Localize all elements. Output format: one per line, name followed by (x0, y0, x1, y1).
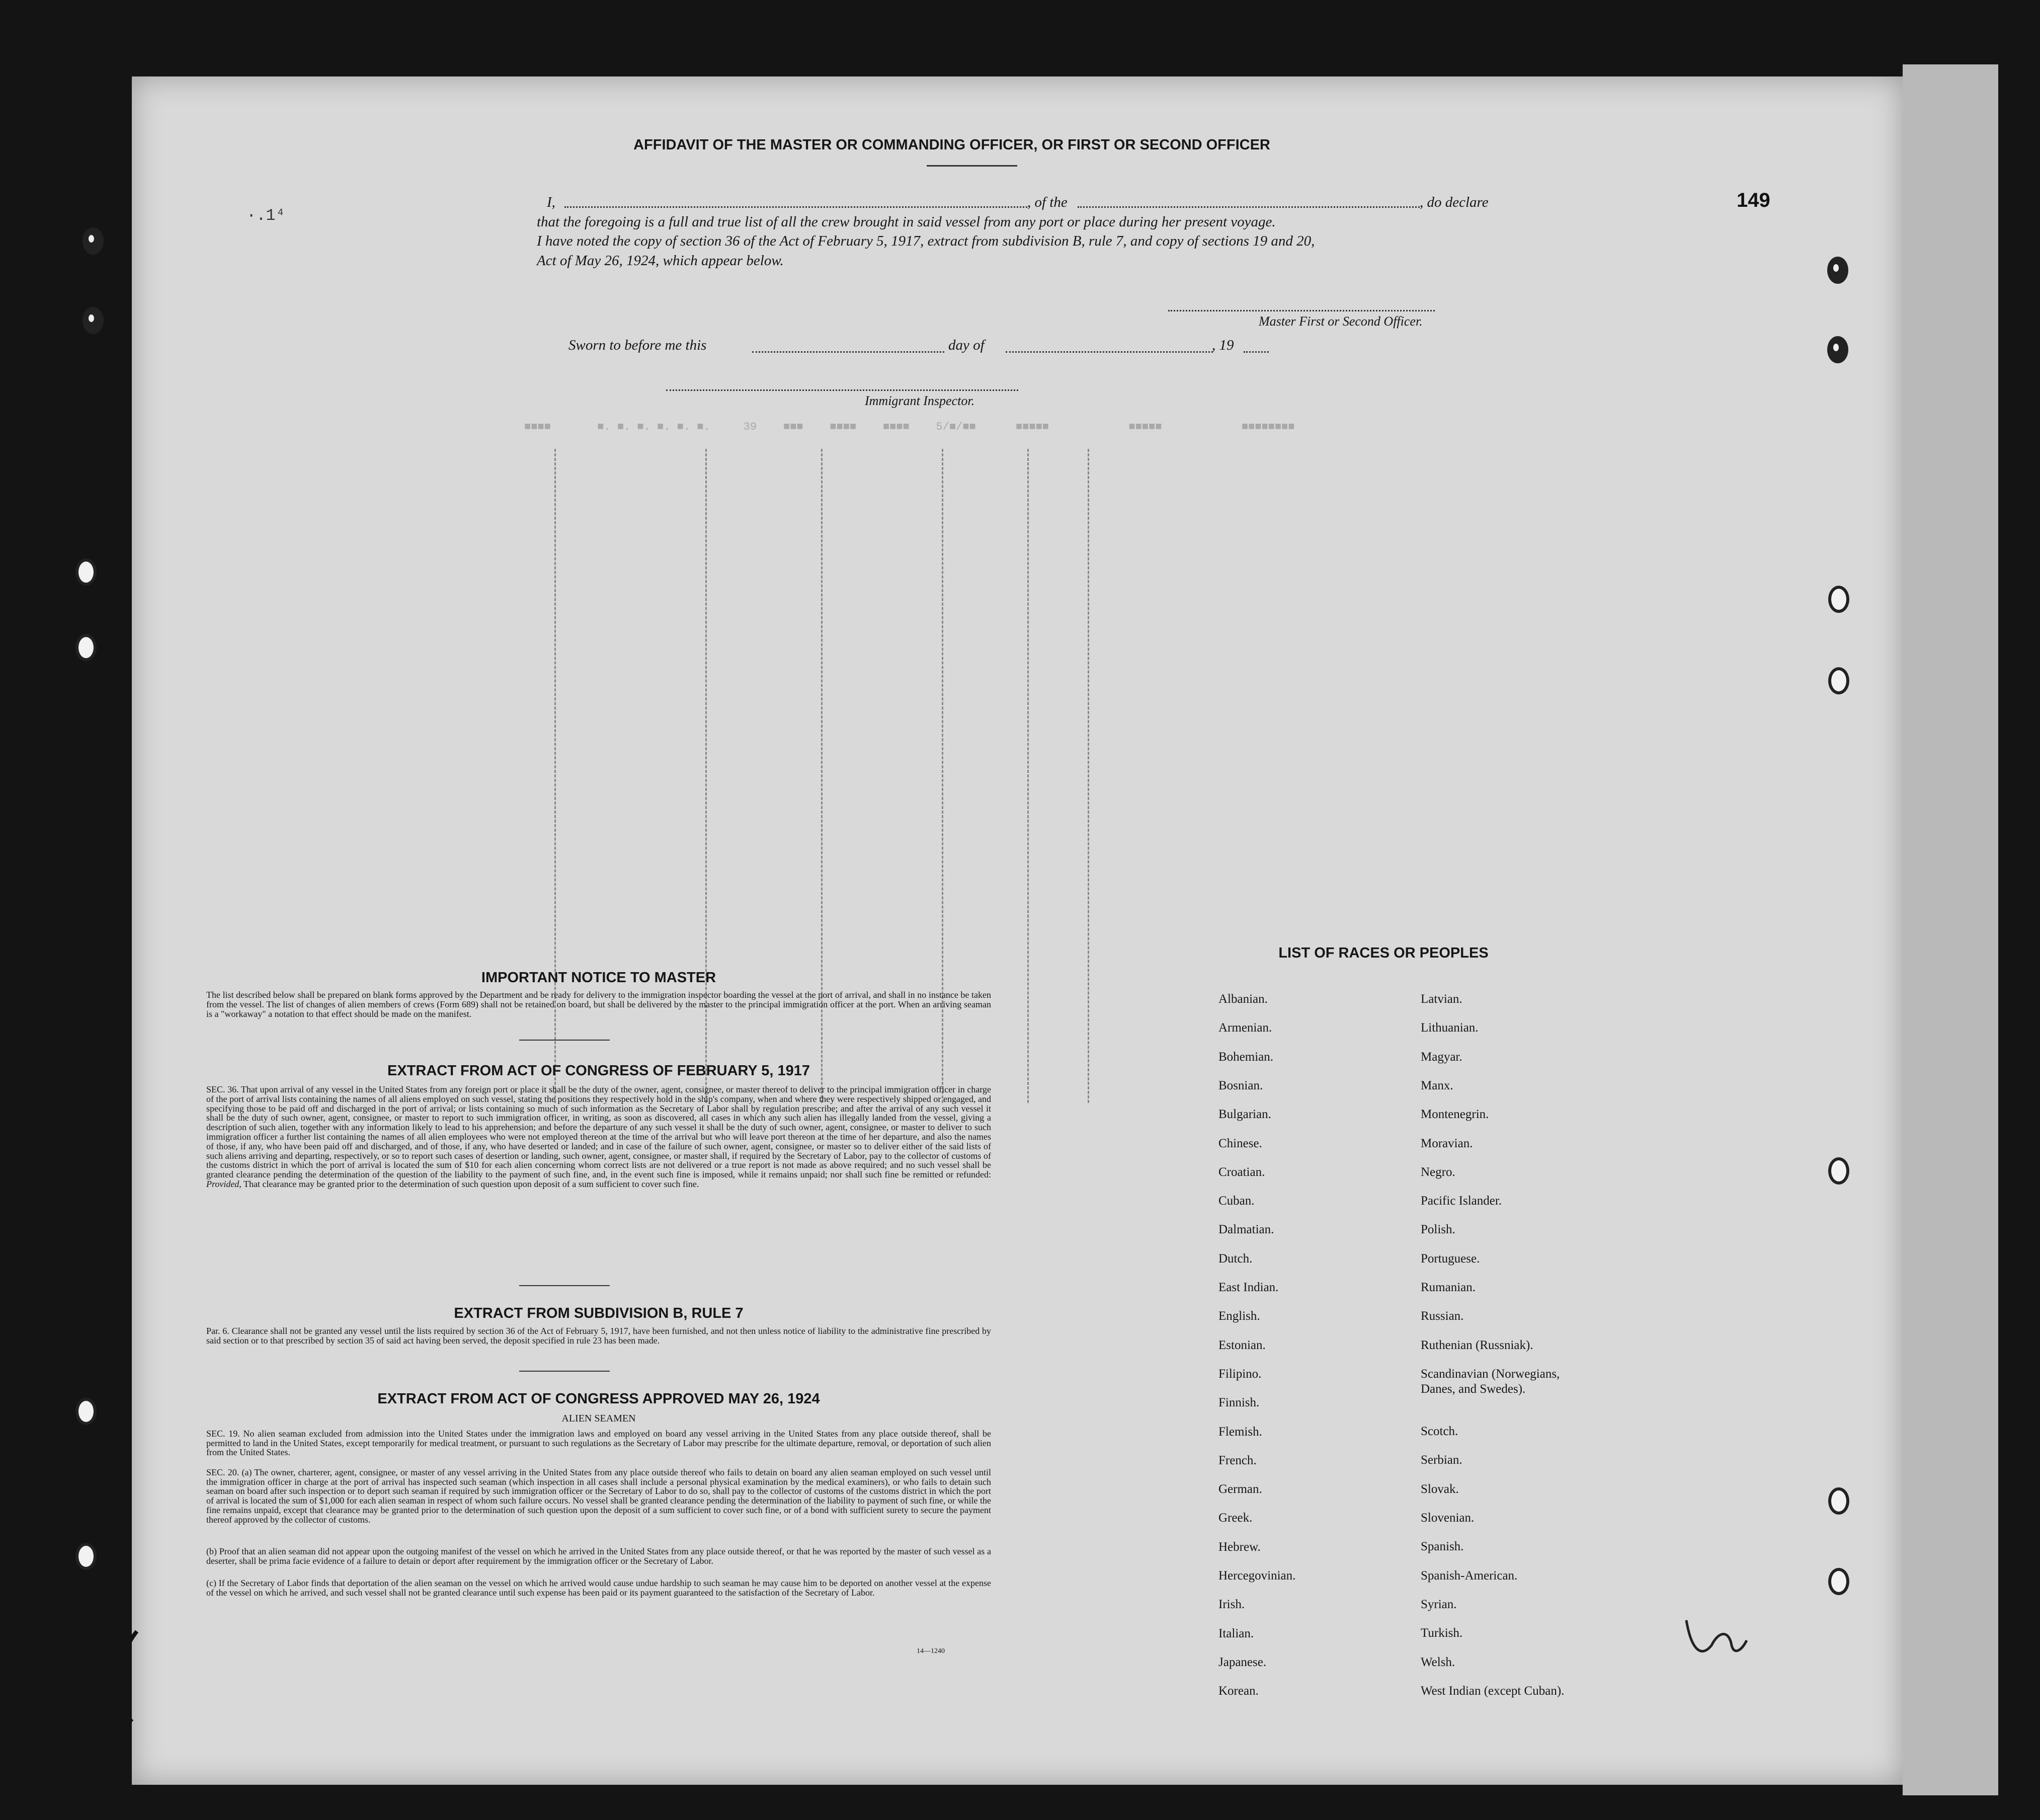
race-item: Ruthenian (Russniak). (1421, 1338, 1533, 1352)
race-item: Armenian. (1218, 1021, 1272, 1035)
affidavit-line-3: I have noted the copy of section 36 of the Act of February 5, 1917, extract from subdivision B, rule 7, and copy of sections 19 and 20, (537, 233, 1315, 249)
race-item: Albanian. (1218, 992, 1268, 1006)
bleed-through-text: ■■■■ ■. ■. ■. ■. ■. ■. 39 ■■■ ■■■■ ■■■■ 5/■/■■ ■■■■■ ■■■■■ ■■■■■■■■ (524, 421, 1295, 433)
year-label: , 19 (1212, 337, 1234, 353)
extract-1917-title: EXTRACT FROM ACT OF CONGRESS OF FEBRUARY 5, 1917 (387, 1063, 810, 1079)
punch-hole (1828, 1157, 1849, 1184)
master-signature-label: Master First or Second Officer. (1259, 314, 1423, 329)
affidavit-line-2: that the foregoing is a full and true list of all the crew brought in said vessel from any port or place during her present voyage. (537, 214, 1276, 230)
race-item: Rumanian. (1421, 1281, 1476, 1294)
punch-hole (1828, 1568, 1849, 1595)
affidavit-title: AFFIDAVIT OF THE MASTER OR COMMANDING OFFICER, OR FIRST OR SECOND OFFICER (633, 137, 1270, 153)
master-name-field[interactable] (564, 206, 1027, 208)
race-item: Cuban. (1218, 1194, 1255, 1208)
sworn-day-field[interactable] (752, 351, 944, 353)
extract-1917-end: That clearance may be granted prior to the determination of such question upon deposit of a sum sufficient to cover such fine. (243, 1178, 699, 1189)
extract-1917-text (206, 1085, 991, 1189)
punch-hole (1827, 257, 1848, 284)
race-item: Estonian. (1218, 1338, 1266, 1352)
race-item: Bosnian. (1218, 1079, 1263, 1092)
extract-1924-title: EXTRACT FROM ACT OF CONGRESS APPROVED MAY 26, 1924 (377, 1391, 820, 1407)
day-of-label: day of (948, 337, 985, 353)
punch-hole (1828, 1487, 1849, 1515)
race-item: Russian. (1421, 1309, 1464, 1323)
race-item: Filipino. (1218, 1367, 1262, 1381)
race-item: Slovak. (1421, 1482, 1459, 1496)
punch-hole (1828, 667, 1849, 694)
race-item: Magyar. (1421, 1050, 1462, 1064)
race-item: Greek. (1218, 1511, 1253, 1525)
punch-hole (75, 1398, 97, 1425)
race-item: Scotch. (1421, 1425, 1458, 1438)
affidavit-declare-label: , do declare (1420, 194, 1489, 210)
race-item: East Indian. (1218, 1281, 1279, 1294)
notice-title: IMPORTANT NOTICE TO MASTER (481, 970, 716, 986)
race-item: Spanish. (1421, 1540, 1464, 1553)
race-item: Hebrew. (1218, 1540, 1261, 1554)
notice-text: The list described below shall be prepared on blank forms approved by the Department and be ready for delivery to the immigration inspector boarding the vessel at the port of arrival, and shall in no instance be taken from the vessel. The list of changes of alien members of crews (Form 689) shall not be retained on board, but shall be delivered by the master to the principal immigration officer at the port. When an arriving seaman is a "workaway" a notation to that effect should be made on the manifest. (206, 990, 991, 1019)
handwritten-mark (1681, 1610, 1752, 1666)
race-item: Finnish. (1218, 1396, 1260, 1409)
race-item: Irish. (1218, 1598, 1245, 1611)
extract-1924-sec20a: SEC. 20. (a) The owner, charterer, agent, consignee, or master of any vessel arriving in the United States from any place outside thereof who fails to detain on board any alien seaman employed on such vessel until the immigration officer in charge at the port of arrival has inspected such seaman (which inspection in all cases shall include a personal physical examination by the medical examiners), or who fails to detain such seaman on board after such inspection or to deport such seaman if required by such immigration officer or the Secretary of Labor to do so, shall pay to the collector of customs of the customs district in which the port of arrival is located the sum of $1,000 for each alien seaman in respect of whom such failure occurs. No vessel shall be granted clearance pending the determination of the liability to payment of such fine, or while the fine remains unpaid, except that clearance may be granted prior to the determination of such question upon the deposit of a sum sufficient to cover such fine, or of a bond with sufficient surety to secure the payment thereof approved by the collector of customs. (206, 1467, 991, 1525)
punch-hole (75, 559, 97, 586)
stamp-mark: ·.1⁴ (247, 206, 285, 225)
races-title: LIST OF RACES OR PEOPLES (1278, 945, 1489, 961)
bleed-column-line (1088, 449, 1089, 1103)
race-item: Montenegrin. (1421, 1107, 1489, 1121)
race-item: Pacific Islander. (1421, 1194, 1502, 1208)
punch-hole (75, 634, 97, 661)
race-item: Flemish. (1218, 1425, 1262, 1439)
race-item: French. (1218, 1454, 1257, 1467)
race-item: Latvian. (1421, 992, 1462, 1006)
form-number: 14—1240 (917, 1647, 945, 1655)
race-item: Japanese. (1218, 1655, 1267, 1669)
punch-hole (83, 227, 104, 255)
race-item: Scandinavian (Norwegians, (1421, 1367, 1560, 1381)
race-item: Spanish-American. (1421, 1569, 1518, 1582)
race-item: Slovenian. (1421, 1511, 1475, 1525)
sworn-label: Sworn to before me this (568, 337, 707, 353)
race-item: Moravian. (1421, 1137, 1473, 1150)
manifest-page (132, 76, 1903, 1785)
extract-1917-provided: Provided, (206, 1178, 241, 1189)
sworn-year-field[interactable] (1244, 351, 1269, 353)
section-rule (519, 1040, 610, 1041)
master-signature-field[interactable] (1168, 310, 1435, 311)
page-number-stamp: 149 (1737, 189, 1770, 211)
section-rule (519, 1371, 610, 1372)
section-rule (519, 1285, 610, 1286)
punch-hole (83, 307, 104, 334)
race-item: English. (1218, 1309, 1260, 1323)
rule7-text: Par. 6. Clearance shall not be granted any vessel until the lists required by section 36 of the Act of February 5, 1917, have been furnished, and not then unless notice of liability to the administrative fine prescribed by said section or to that prescribed by section 35 of said act having been served, the deposit specified in rule 23 has been made. (206, 1326, 991, 1346)
affidavit-line-4: Act of May 26, 1924, which appear below. (537, 253, 784, 269)
race-item: Manx. (1421, 1079, 1453, 1092)
punch-hole (1828, 586, 1849, 613)
race-item: Dalmatian. (1218, 1223, 1274, 1236)
race-item: Bohemian. (1218, 1050, 1274, 1064)
affidavit-i-label: I, (547, 194, 555, 210)
vessel-name-field[interactable] (1078, 206, 1420, 208)
affidavit-of-label: , of the (1027, 194, 1068, 210)
race-item: Welsh. (1421, 1655, 1455, 1669)
race-item: Serbian. (1421, 1453, 1462, 1467)
inspector-label: Immigrant Inspector. (865, 393, 975, 408)
punch-hole (75, 1543, 97, 1570)
race-item: Negro. (1421, 1165, 1455, 1179)
race-item: Dutch. (1218, 1252, 1253, 1265)
race-item: Portuguese. (1421, 1252, 1480, 1265)
race-item: West Indian (except Cuban). (1421, 1684, 1565, 1698)
back-sheet-edge (1903, 64, 1998, 1795)
rule7-title: EXTRACT FROM SUBDIVISION B, RULE 7 (454, 1305, 744, 1321)
extract-1917-body: SEC. 36. That upon arrival of any vessel in the United States from any foreign port or place it shall be the duty of the owner, agent, consignee, or master thereof to deliver to the principal immigration officer in charge of the port of arrival lists containing the names of all aliens employed on such vessel, stating the positions they respectively hold in the ship's company, when and where they were respectively shipped or engaged, and specifying those to be paid off and discharged in the port of arrival; or lists containing so much of such information as the Secretary of Labor shall by regulation prescribe; and after the arrival of any such vessel it shall be the duty of such owner, agent, consignee, or master to report to such immigration officer, in writing, as soon as discovered, all cases in which any such alien has illegally landed from the vessel, giving a description of such alien, together with any information likely to lead to his apprehension; and before the departure of any such vessel it shall be the duty of such owner, agent, consignee, or master to deliver to such immigration officer a further list containing the names of all alien employees who were not employed thereon at the time of the arrival but who will leave port thereon at the time of her departure, and also the names of those, if any, who have been paid off and discharged, and of those, if any, who have deserted or landed; and in case of the failure of such owner, agent, consignee, or master so to deliver either of the said lists of such aliens arriving and departing, respectively, or so to report such cases of desertion or landing, such owner, agent, consignee, or master shall, if required by the Secretary of Labor, pay to the collector of customs of the customs district in which the port of arrival is located the sum of $10 for each alien concerning whom correct lists are not delivered or a true report is not made as above required; and no such vessel shall be granted clearance pending the determination of the question of the liability to the payment of such fine, and, in the event such fine is imposed, while it remains unpaid; nor shall such fine be remitted or refunded: (206, 1084, 991, 1180)
race-item: Italian. (1218, 1627, 1254, 1640)
handwritten-mark (132, 1626, 157, 1727)
race-item: Syrian. (1421, 1598, 1457, 1611)
sworn-month-field[interactable] (1006, 351, 1213, 353)
race-item: Croatian. (1218, 1165, 1265, 1179)
race-item: Turkish. (1421, 1626, 1463, 1640)
race-item: German. (1218, 1482, 1262, 1496)
extract-1924-sec19: SEC. 19. No alien seaman excluded from admission into the United States under the immigration laws and employed on board any vessel arriving in the United States from any place outside thereof, shall be permitted to land in the United States, except temporarily for medical treatment, or pursuant to such regulations as the Secretary of Labor may prescribe for the ultimate departure, removal, or deportation of such alien from the United States. (206, 1429, 991, 1458)
inspector-signature-field[interactable] (666, 389, 1018, 391)
race-item: Chinese. (1218, 1137, 1262, 1150)
race-item: Korean. (1218, 1684, 1259, 1698)
extract-1924-sec20c: (c) If the Secretary of Labor finds that deportation of the alien seaman on the vessel on which he arrived would cause undue hardship to such seaman he may cause him to be deported on another vessel at the expense of the vessel on which he arrived, and such vessel shall not be granted clearance until such expense has been paid or its payment guaranteed to the satisfaction of the Secretary of Labor. (206, 1578, 991, 1598)
bleed-column-line (1027, 449, 1029, 1103)
race-item: Lithuanian. (1421, 1021, 1479, 1035)
race-item: Polish. (1421, 1223, 1455, 1236)
extract-1924-subtitle: ALIEN SEAMEN (561, 1413, 636, 1424)
title-rule (927, 165, 1017, 167)
race-item: Hercegovinian. (1218, 1569, 1296, 1582)
race-item: Bulgarian. (1218, 1107, 1271, 1121)
race-item: Danes, and Swedes). (1421, 1382, 1526, 1396)
extract-1924-sec20b: (b) Proof that an alien seaman did not appear upon the outgoing manifest of the vessel on which he arrived in the United States from any place outside thereof, or that he was reported by the master of such vessel as a deserter, shall be prima facie evidence of a failure to detain or deport after requirement by the immigration officer or the Secretary of Labor. (206, 1546, 991, 1566)
punch-hole (1827, 336, 1848, 363)
